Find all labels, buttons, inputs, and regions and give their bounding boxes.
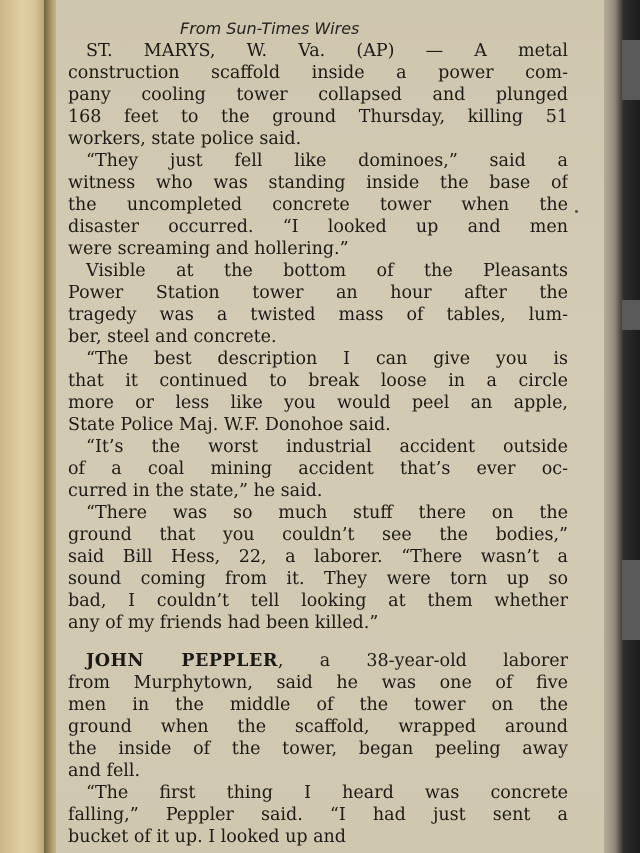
right-column-edge — [604, 0, 640, 853]
text-line: bucket of it up. I looked up and — [68, 827, 347, 847]
text-line: ground that you couldn’t see the bodies,” — [68, 525, 568, 545]
text-line: ground when the scaffold, wrapped around — [68, 717, 568, 737]
text-line: more or less like you would peel an apple, — [68, 393, 568, 413]
text-line: witness who was standing inside the base of — [68, 173, 568, 193]
text-line: said Bill Hess, 22, a laborer. “There wasn’t a — [68, 547, 568, 567]
text-line: tragedy was a twisted mass of tables, lum- — [68, 305, 568, 325]
paragraph-8 — [68, 782, 568, 848]
text-line: “There was so much stuff there on the — [86, 503, 568, 523]
paragraph-6 — [68, 502, 568, 634]
text-line: “The best description I can give you is — [86, 349, 568, 369]
wire-credit: From Sun-Times Wires — [180, 19, 360, 38]
left-page-fold — [0, 0, 50, 853]
text-line: curred in the state,” he said. — [68, 481, 323, 501]
text-line: from Murphytown, said he was one of five — [68, 673, 568, 693]
text-line: Visible at the bottom of the Pleasants — [86, 261, 568, 281]
text-line: bad, I couldn’t tell looking at them whether — [68, 591, 568, 611]
run-in-name: JOHN PEPPLER — [86, 651, 278, 671]
text-line: men in the middle of the tower on the — [68, 695, 568, 715]
paragraph-5 — [68, 436, 568, 502]
print-speck — [575, 210, 578, 213]
news-article — [68, 18, 568, 853]
text-line: were screaming and hollering.” — [68, 239, 349, 259]
run-in-rest: , a 38-year-old laborer — [277, 651, 568, 671]
text-line: “The first thing I heard was concrete — [86, 783, 568, 803]
paragraph-3 — [68, 260, 568, 348]
text-line: any of my friends had been killed.” — [68, 613, 379, 633]
text-line: Power Station tower an hour after the — [68, 283, 568, 303]
paragraph-1 — [68, 40, 568, 150]
text-line: workers, state police said. — [68, 129, 302, 149]
text-line: and fell. — [68, 761, 141, 781]
paragraph-gap — [68, 634, 568, 650]
text-line: ber, steel and concrete. — [68, 327, 277, 347]
text-line: falling,” Peppler said. “I had just sent a — [68, 805, 568, 825]
text-line: the uncompleted concrete tower when the — [68, 195, 568, 215]
text-line: sound coming from it. They were torn up so — [68, 569, 568, 589]
text-line: disaster occurred. “I looked up and men — [68, 217, 568, 237]
text-line: 168 feet to the ground Thursday, killing 51 — [68, 107, 568, 127]
paragraph-2 — [68, 150, 568, 260]
text-line: construction scaffold inside a power com- — [68, 63, 568, 83]
paragraph-4 — [68, 348, 568, 436]
text-line: that it continued to break loose in a circle — [68, 371, 568, 391]
paragraph-7 — [68, 650, 568, 782]
text-line: pany cooling tower collapsed and plunged — [68, 85, 568, 105]
text-line: State Police Maj. W.F. Donohoe said. — [68, 415, 391, 435]
text-line — [68, 650, 568, 672]
text-line: “They just fell like dominoes,” said a — [86, 151, 568, 171]
text-line: the inside of the tower, began peeling away — [68, 739, 568, 759]
text-line: of a coal mining accident that’s ever oc- — [68, 459, 568, 479]
text-line: ST. MARYS, W. Va. (AP) — A metal — [86, 41, 568, 61]
text-line: “It’s the worst industrial accident outside — [86, 437, 568, 457]
